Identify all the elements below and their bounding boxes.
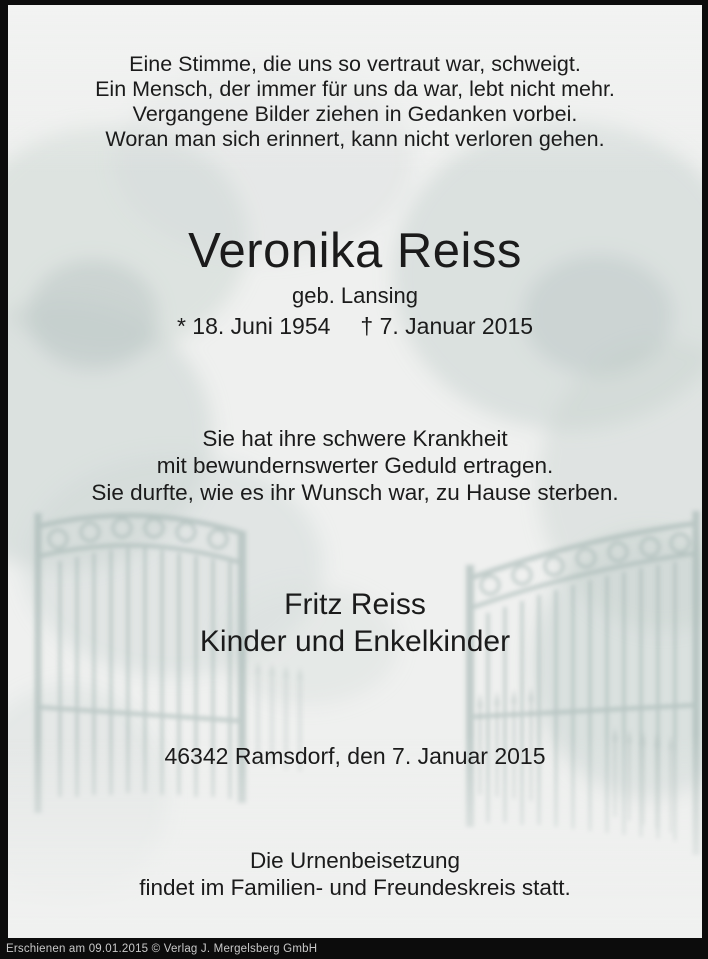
place-and-date: 46342 Ramsdorf, den 7. Januar 2015 (164, 743, 546, 769)
funeral-announcement (8, 847, 702, 901)
birth-date: * 18. Juni 1954 (176, 313, 331, 339)
mourner-name: Kinder und Enkelkinder (199, 625, 511, 658)
funeral-line: findet im Familien- und Freundeskreis statt. (139, 875, 571, 900)
poem-line: Ein Mensch, der immer für uns da war, lebt nicht mehr. (95, 77, 615, 101)
poem-line: Eine Stimme, die uns so vertraut war, schweigt. (129, 52, 581, 76)
obituary-text (8, 5, 702, 938)
maiden-name: geb. Lansing (292, 283, 418, 308)
tribute-line: Sie durfte, wie es ihr Wunsch war, zu Hause sterben. (91, 480, 619, 505)
life-dates (8, 313, 702, 340)
obituary-card (8, 5, 702, 938)
poem-line: Vergangene Bilder ziehen in Gedanken vorbei. (132, 102, 578, 126)
mourners-list (8, 586, 702, 660)
memorial-poem (8, 52, 702, 152)
tribute-text (8, 425, 702, 506)
tribute-line: mit bewundernswerter Geduld ertragen. (156, 453, 554, 478)
publisher-imprint: Erschienen am 09.01.2015 © Verlag J. Mergelsberg GmbH (6, 943, 318, 955)
poem-line: Woran man sich erinnert, kann nicht verloren gehen. (105, 127, 605, 151)
death-date: † 7. Januar 2015 (360, 313, 534, 339)
deceased-name: Veronika Reiss (188, 224, 522, 278)
funeral-line: Die Urnenbeisetzung (249, 848, 461, 873)
tribute-line: Sie hat ihre schwere Krankheit (202, 426, 508, 451)
mourner-name: Fritz Reiss (284, 588, 426, 621)
